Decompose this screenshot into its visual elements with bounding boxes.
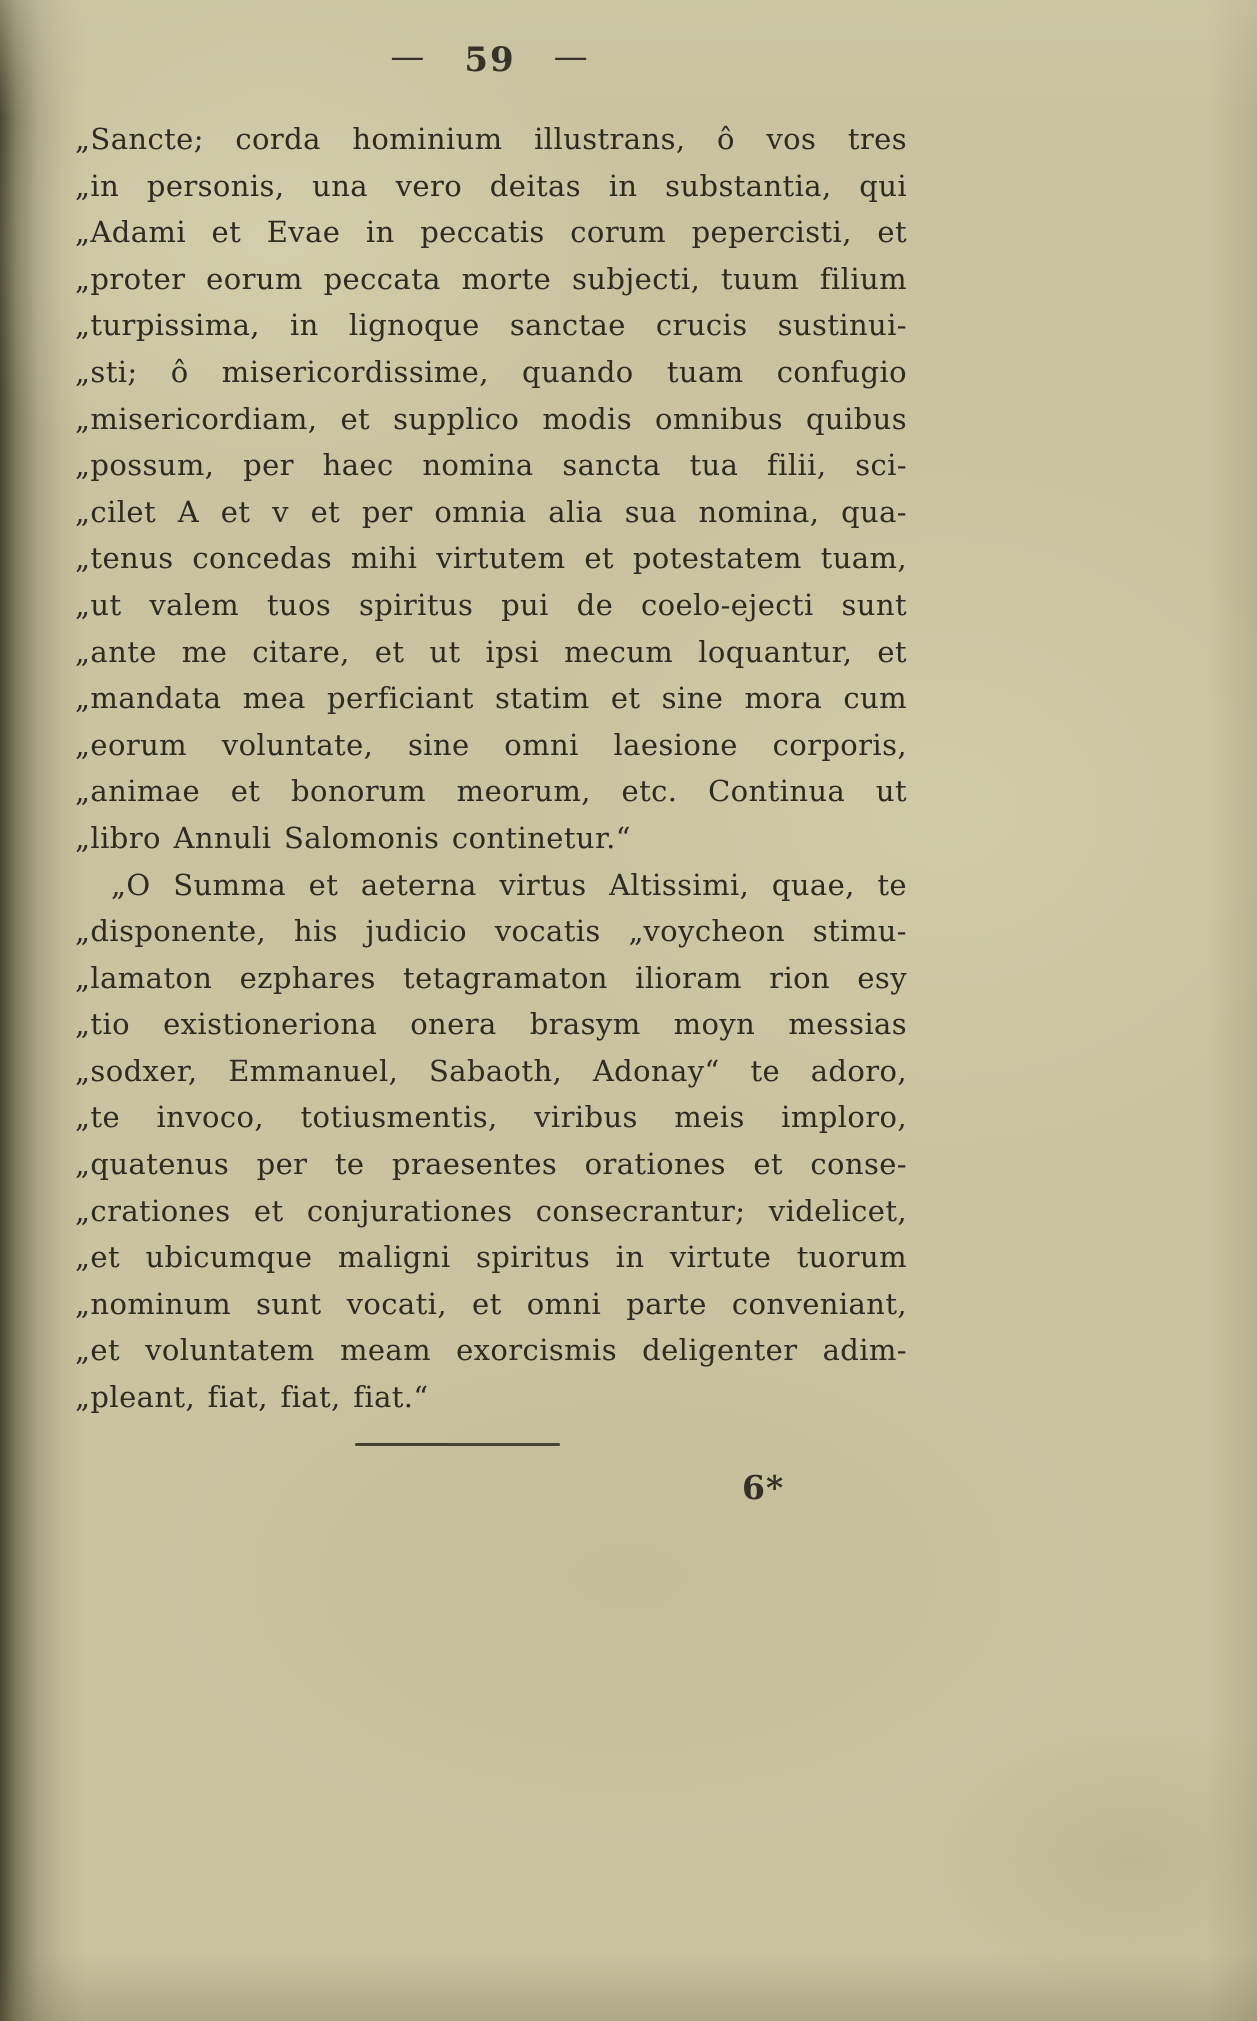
text-line: „quatenus per te praesentes orationes et conse- <box>75 1147 907 1182</box>
text-line: „Adami et Evae in peccatis corum pepercisti, et <box>75 215 907 250</box>
text-line: „Sancte; corda hominium illustrans, ô vos tres <box>75 122 907 156</box>
text-line: „libro Annuli Salomonis continetur.“ <box>75 820 631 855</box>
header-dash-right: — <box>553 37 590 77</box>
text-line: „et ubicumque maligni spiritus in virtute tuorum <box>75 1240 907 1275</box>
text-line: „ante me citare, et ut ipsi mecum loquantur, et <box>75 634 907 669</box>
text-line: „lamaton ezphares tetagramaton ilioram rion esy <box>75 960 907 995</box>
text-line: „in personis, una vero deitas in substantia, qui <box>75 168 907 203</box>
text-block <box>75 116 907 1421</box>
text-line: „animae et bonorum meorum, etc. Continua ut <box>75 774 907 809</box>
text-line: „turpissima, in lignoque sanctae crucis sustinui- <box>75 308 907 343</box>
page-number: 59 <box>464 40 516 80</box>
text-line: „te invoco, totiusmentis, viribus meis imploro, <box>75 1100 907 1135</box>
text-line: „pleant, fiat, fiat, fiat.“ <box>75 1380 429 1415</box>
text-line: „O Summa et aeterna virtus Altissimi, quae, te <box>111 867 907 902</box>
text-line: „cilet A et v et per omnia alia sua nomina, qua- <box>75 494 907 529</box>
text-line: „et voluntatem meam exorcismis deligenter adim- <box>75 1333 907 1368</box>
text-line: „mandata mea perficiant statim et sine mora cum <box>75 681 907 716</box>
header-dash-left: — <box>390 37 427 77</box>
text-line: „proter eorum peccata morte subjecti, tuum filium <box>75 261 907 296</box>
text-line: „misericordiam, et supplico modis omnibus quibus <box>75 401 907 436</box>
text-line: „possum, per haec nomina sancta tua filii, sci- <box>75 448 907 483</box>
text-line: „sti; ô misericordissime, quando tuam confugio <box>75 354 907 389</box>
text-line: „nominum sunt vocati, et omni parte conveniant, <box>75 1286 907 1321</box>
text-line: „crationes et conjurationes consecrantur; videlicet, <box>75 1193 907 1228</box>
page-header <box>75 37 905 80</box>
text-line: „sodxer, Emmanuel, Sabaoth, Adonay“ te adoro, <box>75 1053 907 1088</box>
text-line: „ut valem tuos spiritus pui de coelo-ejecti sunt <box>75 587 907 622</box>
text-line: „tenus concedas mihi virtutem et potestatem tuam, <box>75 541 907 576</box>
text-line: „disponente, his judicio vocatis „voycheon stimu- <box>75 914 907 949</box>
section-divider <box>355 1443 560 1446</box>
text-line: „tio existioneriona onera brasym moyn messias <box>75 1007 907 1042</box>
text-line: „eorum voluntate, sine omni laesione corporis, <box>75 727 907 762</box>
signature-mark: 6* <box>742 1468 785 1507</box>
